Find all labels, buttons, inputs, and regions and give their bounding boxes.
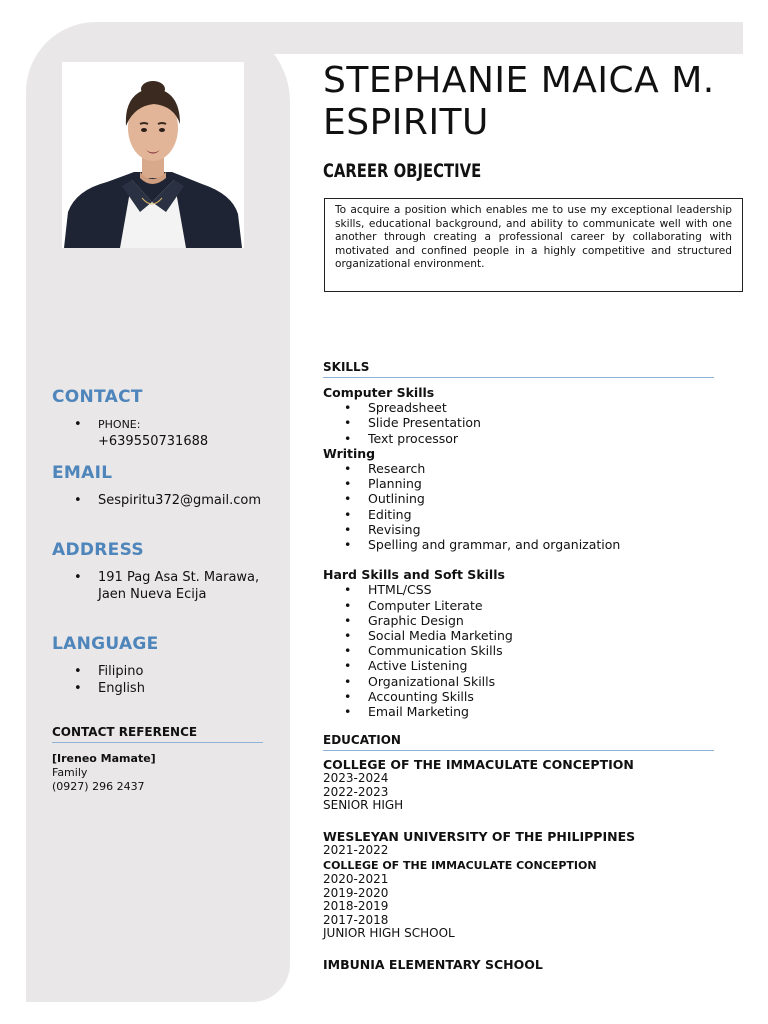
profile-photo <box>62 62 244 248</box>
full-name: STEPHANIE MAICA M. ESPIRITU <box>323 60 715 143</box>
school-name: WESLEYAN UNIVERSITY OF THE PHILIPPINES <box>323 828 636 844</box>
address-list <box>52 569 267 603</box>
school-year: 2019-2020 <box>323 885 389 900</box>
skill-item: • Research <box>323 461 723 476</box>
education-section <box>323 757 723 972</box>
school-level: JUNIOR HIGH SCHOOL <box>323 926 455 941</box>
school-level: SENIOR HIGH <box>323 798 404 813</box>
school-name: COLLEGE OF THE IMMACULATE CONCEPTION <box>323 757 634 772</box>
school-name: COLLEGE OF THE IMMACULATE CONCEPTION <box>323 858 597 872</box>
language-item: • Filipino <box>52 663 267 680</box>
skill-group-title: Computer Skills <box>323 385 435 400</box>
contact-reference-heading: CONTACT REFERENCE <box>52 725 263 743</box>
reference-relation: Family <box>52 766 88 779</box>
address-heading: ADDRESS <box>52 540 144 560</box>
education-heading: EDUCATION <box>323 733 714 751</box>
reference-name: [Ireneo Mamate] <box>52 752 156 765</box>
skill-list <box>323 461 723 552</box>
school-year: 2018-2019 <box>323 899 389 914</box>
skill-item: • Outlining <box>323 491 723 506</box>
contact-reference <box>52 752 156 794</box>
school-year: 2020-2021 <box>323 871 389 886</box>
skill-list <box>323 582 723 719</box>
contact-heading: CONTACT <box>52 387 143 407</box>
career-objective-text: To acquire a position which enables me to use my exceptional leadership skills, educational background, and ability to communicate well with one another through creating a professional career by collaborating with motivated and confined people in a highly competitive and structured organizational environment. <box>324 198 743 292</box>
skill-item: • Graphic Design <box>323 613 723 628</box>
skill-item: • Accounting Skills <box>323 689 723 704</box>
address-value: • 191 Pag Asa St. Marawa, Jaen Nueva Ecija <box>52 569 267 603</box>
skill-item: • Email Marketing <box>323 704 723 719</box>
school-year: 2023-2024 <box>323 771 389 786</box>
skill-item: • Computer Literate <box>323 598 723 613</box>
phone-value: +639550731688 <box>98 434 209 449</box>
skill-item: • Slide Presentation <box>323 415 723 430</box>
skill-item: • Planning <box>323 476 723 491</box>
skill-item: • Spelling and grammar, and organization <box>323 537 723 552</box>
contact-list <box>52 416 267 450</box>
skill-item: • Text processor <box>323 431 723 446</box>
skill-group-title: Hard Skills and Soft Skills <box>323 567 505 583</box>
language-item: • English <box>52 680 267 697</box>
skill-list <box>323 400 723 446</box>
skill-item: • Revising <box>323 522 723 537</box>
language-list <box>52 663 267 697</box>
phone-label: • PHONE: <box>98 418 141 431</box>
skills-section <box>323 385 723 719</box>
school-year: 2021-2022 <box>323 843 389 858</box>
school-name: IMBUNIA ELEMENTARY SCHOOL <box>323 956 543 972</box>
skill-item: • Organizational Skills <box>323 674 723 689</box>
email-list <box>52 492 267 509</box>
career-objective-heading: CAREER OBJECTIVE <box>323 160 482 182</box>
skill-item: • Spreadsheet <box>323 400 723 415</box>
email-value[interactable]: • Sespiritu372@gmail.com <box>52 492 267 509</box>
profile-photo-illustration <box>62 62 244 248</box>
skills-heading: SKILLS <box>323 360 714 378</box>
skill-item: • Active Listening <box>323 658 723 673</box>
skill-item: • Social Media Marketing <box>323 628 723 643</box>
reference-phone: (0927) 296 2437 <box>52 780 145 793</box>
phone-item <box>52 416 267 450</box>
skill-group-title: Writing <box>323 445 376 461</box>
skill-item: • HTML/CSS <box>323 582 723 597</box>
school-year: 2022-2023 <box>323 784 389 799</box>
school-year: 2017-2018 <box>323 912 389 927</box>
language-heading: LANGUAGE <box>52 634 159 654</box>
email-heading: EMAIL <box>52 463 113 483</box>
skill-item: • Editing <box>323 507 723 522</box>
skill-item: • Communication Skills <box>323 643 723 658</box>
